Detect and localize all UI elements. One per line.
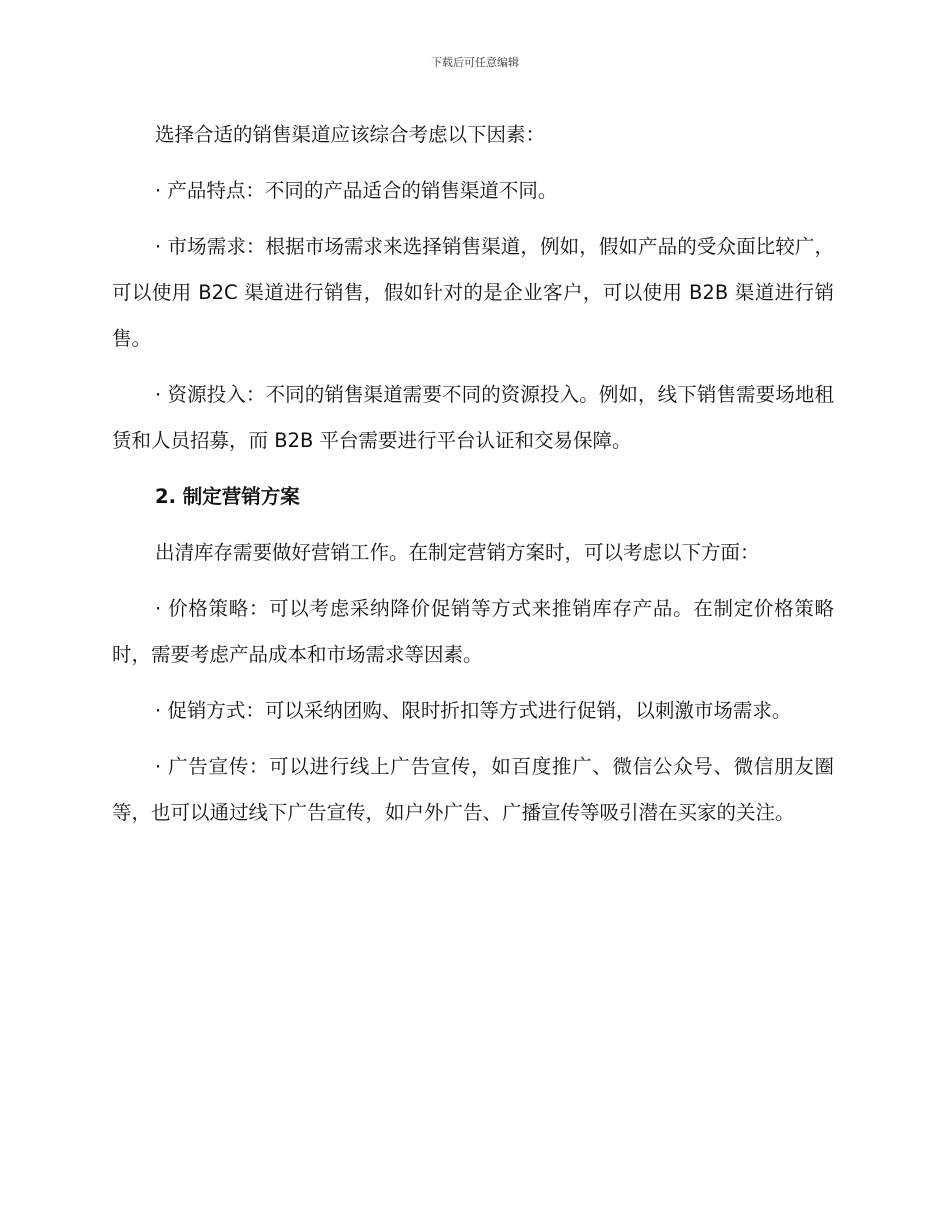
document-body <box>112 112 834 846</box>
bullet-advertising: · 广告宣传：可以进行线上广告宣传，如百度推广、微信公众号、微信朋友圈等，也可以通过线下广告宣传，如户外广告、广播宣传等吸引潜在买家的关注。 <box>112 755 834 824</box>
intro-paragraph: 选择合适的销售渠道应该综合考虑以下因素： <box>155 123 546 146</box>
bullet-resource-investment: · 资源投入：不同的销售渠道需要不同的资源投入。例如，线下销售需要场地租赁和人员招募，而 B2B 平台需要进行平台认证和交易保障。 <box>112 383 834 452</box>
bullet-promotion-methods: · 促销方式：可以采纳团购、限时折扣等方式进行促销，以刺激市场需求。 <box>155 699 792 722</box>
bullet-market-demand: · 市场需求：根据市场需求来选择销售渠道，例如，假如产品的受众面比较广，可以使用 B2C 渠道进行销售，假如针对的是企业客户，可以使用 B2B 渠道进行销售。 <box>112 235 834 350</box>
bullet-pricing-strategy: · 价格策略：可以考虑采纳降价促销等方式来推销库存产品。在制定价格策略时，需要考虑产品成本和市场需求等因素。 <box>112 597 834 666</box>
bullet-product-features: · 产品特点：不同的产品适合的销售渠道不同。 <box>155 179 558 202</box>
marketing-intro-paragraph: 出清库存需要做好营销工作。在制定营销方案时，可以考虑以下方面： <box>155 541 760 564</box>
page-header: 下载后可任意编辑 <box>431 56 519 69</box>
section-heading: 2. 制定营销方案 <box>155 485 300 508</box>
